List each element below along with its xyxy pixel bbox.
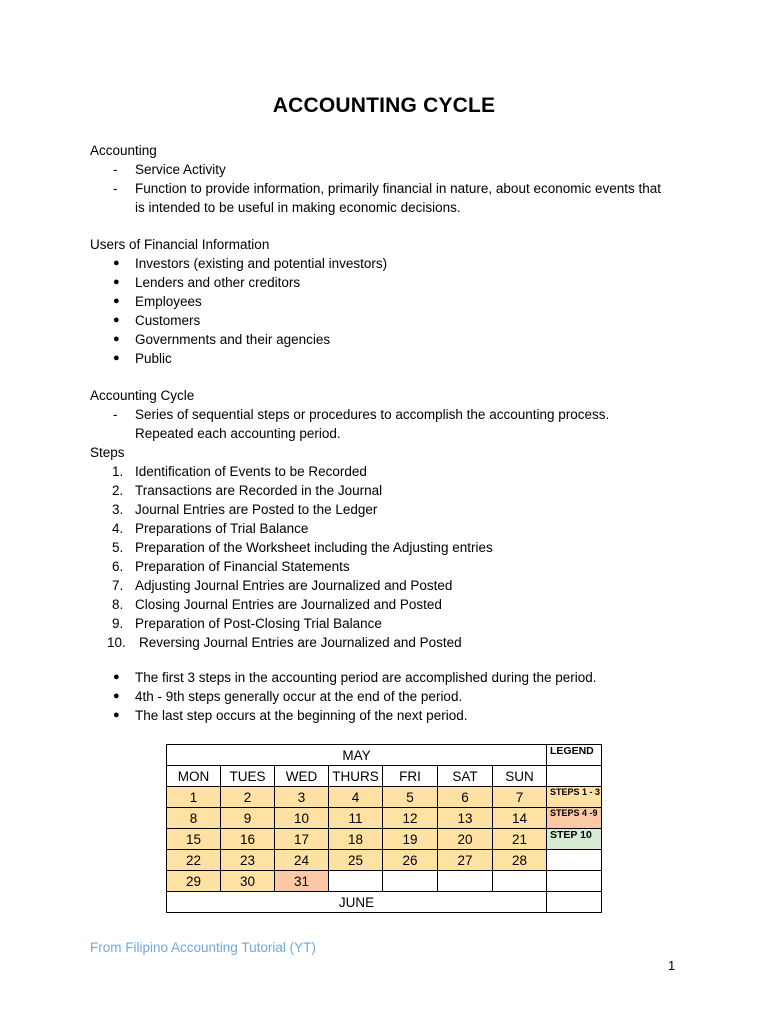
list-item: - Service Activity — [113, 162, 226, 177]
cycle-section — [90, 386, 610, 652]
day-cell: 3 — [275, 787, 329, 808]
day-cell: 5 — [383, 787, 438, 808]
day-cell — [383, 871, 438, 892]
list-item-continuation: Repeated each accounting period. — [135, 426, 341, 441]
weekday-label: MON — [167, 766, 221, 787]
day-cell: 21 — [493, 829, 547, 850]
step-item: 10. Reversing Journal Entries are Journalized and Posted — [107, 635, 462, 650]
week-row — [167, 808, 602, 829]
step-item: 4. Preparations of Trial Balance — [112, 521, 309, 536]
day-cell: 17 — [275, 829, 329, 850]
day-cell: 6 — [438, 787, 493, 808]
day-cell: 4 — [329, 787, 383, 808]
list-item: ● Investors (existing and potential investors) — [113, 256, 388, 271]
day-cell: 10 — [275, 808, 329, 829]
section-heading: Accounting Cycle — [90, 388, 195, 403]
day-cell — [329, 871, 383, 892]
list-item: - Series of sequential steps or procedures to accomplish the accounting process. — [113, 407, 610, 422]
day-cell: 16 — [221, 829, 275, 850]
legend-empty — [547, 850, 602, 871]
step-item: 2. Transactions are Recorded in the Journal — [112, 483, 383, 498]
day-cell: 8 — [167, 808, 221, 829]
weekday-label: FRI — [383, 766, 438, 787]
weekday-label: WED — [275, 766, 329, 787]
weekday-row — [167, 766, 602, 787]
page-number: 1 — [668, 958, 676, 973]
week-row — [167, 871, 602, 892]
week-row — [167, 829, 602, 850]
weekday-label: SUN — [493, 766, 547, 787]
day-cell: 11 — [329, 808, 383, 829]
legend-heading: LEGEND — [547, 745, 602, 766]
day-cell: 20 — [438, 829, 493, 850]
legend-empty — [547, 892, 602, 913]
day-cell: 12 — [383, 808, 438, 829]
list-item: ● Lenders and other creditors — [113, 275, 301, 290]
list-item: ● Customers — [113, 313, 201, 328]
weekday-label: TUES — [221, 766, 275, 787]
day-cell: 7 — [493, 787, 547, 808]
day-cell — [493, 871, 547, 892]
users-section — [90, 235, 388, 368]
day-cell: 1 — [167, 787, 221, 808]
section-heading: Accounting — [90, 143, 157, 158]
page-title: ACCOUNTING CYCLE — [272, 94, 496, 117]
week-row — [167, 787, 602, 808]
step-item: 7. Adjusting Journal Entries are Journalized and Posted — [112, 578, 453, 593]
day-cell: 22 — [167, 850, 221, 871]
section-heading: Users of Financial Information — [90, 237, 270, 252]
day-cell: 13 — [438, 808, 493, 829]
day-cell — [438, 871, 493, 892]
day-cell: 25 — [329, 850, 383, 871]
day-cell: 18 — [329, 829, 383, 850]
section-heading: Steps — [90, 445, 125, 460]
list-item: - Function to provide information, primarily financial in nature, about economic events that — [113, 181, 662, 196]
day-cell: 15 — [167, 829, 221, 850]
day-cell: 26 — [383, 850, 438, 871]
day-cell: 9 — [221, 808, 275, 829]
legend-steps-4-9: STEPS 4 -9 — [547, 808, 602, 829]
weekday-label: THURS — [329, 766, 383, 787]
day-cell: 31 — [275, 871, 329, 892]
legend-step-10: STEP 10 — [547, 829, 602, 850]
day-cell: 2 — [221, 787, 275, 808]
source-link[interactable]: From Filipino Accounting Tutorial (YT) — [90, 940, 316, 955]
step-item: 6. Preparation of Financial Statements — [112, 559, 350, 574]
week-row — [167, 850, 602, 871]
day-cell: 24 — [275, 850, 329, 871]
list-item: ● Public — [113, 351, 172, 366]
day-cell: 30 — [221, 871, 275, 892]
step-item: 5. Preparation of the Worksheet including the Adjusting entries — [112, 540, 493, 555]
step-item: 8. Closing Journal Entries are Journalized and Posted — [112, 597, 442, 612]
day-cell: 23 — [221, 850, 275, 871]
day-cell: 28 — [493, 850, 547, 871]
day-cell: 14 — [493, 808, 547, 829]
calendar-table — [166, 744, 602, 913]
weekday-label: SAT — [438, 766, 493, 787]
legend-steps-1-3: STEPS 1 - 3 — [547, 787, 602, 808]
day-cell: 29 — [167, 871, 221, 892]
legend-empty — [547, 871, 602, 892]
list-item: ● Governments and their agencies — [113, 332, 331, 347]
month-header: MAY — [167, 745, 547, 766]
step-item: 1. Identification of Events to be Recorded — [112, 464, 367, 479]
accounting-section — [90, 141, 662, 217]
day-cell: 19 — [383, 829, 438, 850]
list-item-continuation: is intended to be useful in making economic decisions. — [135, 200, 461, 215]
step-item: 9. Preparation of Post-Closing Trial Balance — [112, 616, 382, 631]
list-item: ● Employees — [113, 294, 202, 309]
legend-empty — [547, 766, 602, 787]
next-month-header: JUNE — [167, 892, 547, 913]
step-item: 3. Journal Entries are Posted to the Ledger — [112, 502, 378, 517]
day-cell: 27 — [438, 850, 493, 871]
